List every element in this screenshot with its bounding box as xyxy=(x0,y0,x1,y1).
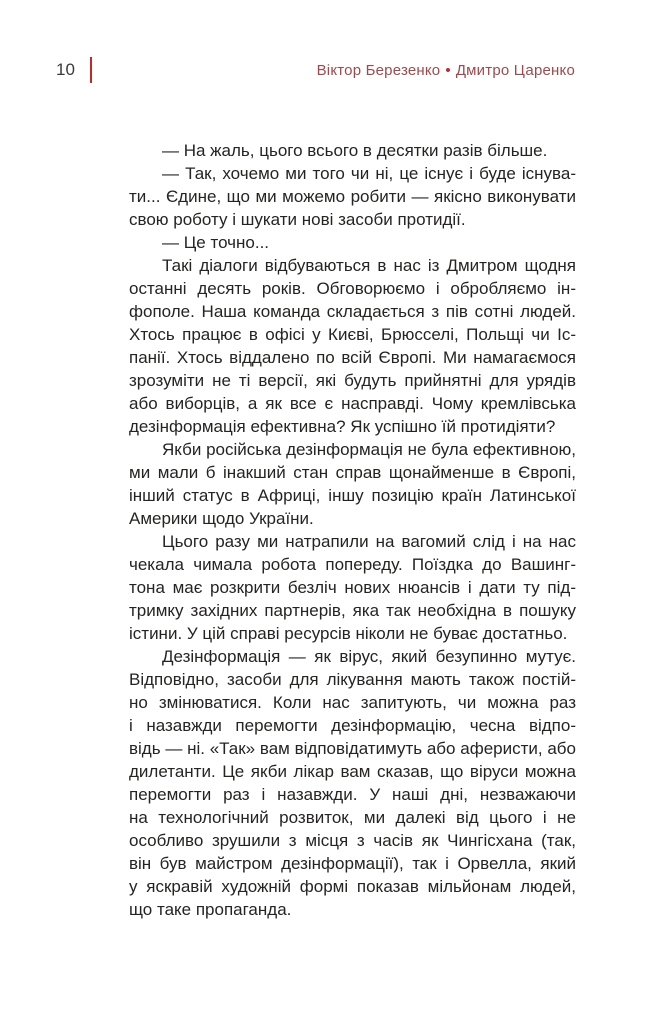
text-line: панії. Хтось віддалено по всій Європі. Ми намагаємося xyxy=(129,348,576,367)
text-line: ми мали б інакший стан справ щонайменше в Європі, xyxy=(129,463,576,482)
text-line: дилетанти. Це якби лікар вам сказав, що віруси можна xyxy=(129,762,576,781)
text-line: свою роботу і шукати нові засоби протидії. xyxy=(129,210,466,229)
text-line: зрозуміти не ті версії, які будуть прийнятні для урядів xyxy=(129,371,576,390)
text-line: — Так, хочемо ми того чи ні, це існує і буде існува- xyxy=(162,164,576,183)
header-divider-rule xyxy=(90,57,92,83)
text-line: ти... Єдине, що ми можемо робити — якісно виконувати xyxy=(129,187,576,206)
paragraph xyxy=(129,254,576,438)
text-line: но змінюватися. Коли нас запитують, чи можна раз xyxy=(129,693,576,712)
text-line: або виборців, а як все є насправді. Чому кремлівська xyxy=(129,394,576,413)
page-number: 10 xyxy=(56,60,75,79)
paragraph xyxy=(129,438,576,530)
paragraph xyxy=(129,231,576,254)
text-line: Хтось працює в офісі у Києві, Брюсселі, Польщі чи Іс- xyxy=(129,325,576,344)
running-header-separator: • xyxy=(445,62,451,79)
text-line: тона має розкрити безліч нових нюансів і дати ту під- xyxy=(129,578,576,597)
text-line: фополе. Наша команда складається з пів сотні людей. xyxy=(129,302,576,321)
text-line: дезінформація ефективна? Як успішно їй протидіяти? xyxy=(129,417,556,436)
text-line: він був майстром дезінформації), так і Орвелла, який xyxy=(129,854,576,873)
text-block xyxy=(129,139,576,921)
text-line: перемогти раз і назавжди. У наші дні, незважаючи xyxy=(129,785,576,804)
text-line: Америки щодо України. xyxy=(129,509,314,528)
paragraph xyxy=(129,530,576,645)
text-line: Цього разу ми натрапили на вагомий слід і на нас xyxy=(162,532,576,551)
running-header-author-left: Віктор Березенко xyxy=(316,62,441,79)
running-header-author-right: Дмитро Царенко xyxy=(455,62,575,79)
text-line: Відповідно, засоби для лікування мають також постій- xyxy=(129,670,576,689)
running-header xyxy=(317,62,575,80)
text-line: — На жаль, цього всього в десятки разів більше. xyxy=(162,141,548,160)
text-line: Такі діалоги відбуваються в нас із Дмитром щодня xyxy=(162,256,576,275)
text-line: останні десять років. Обговорюємо і обробляємо ін- xyxy=(129,279,576,298)
text-line: у яскравій художній формі показав мільйонам людей, xyxy=(129,877,576,896)
paragraph xyxy=(129,139,576,162)
text-line: тримку західних партнерів, яка так необхідна в пошуку xyxy=(129,601,576,620)
text-line: істини. У цій справі ресурсів ніколи не буває достатньо. xyxy=(129,624,568,643)
text-line: Дезінформація — як вірус, який безупинно мутує. xyxy=(162,647,576,666)
text-line: інший статус в Африці, іншу позицію країн Латинської xyxy=(129,486,576,505)
page-header xyxy=(56,56,575,84)
text-line: і назавжди перемогти дезінформацію, чесна відпо- xyxy=(129,716,576,735)
text-line: відь — ні. «Так» вам відповідатимуть або аферисти, або xyxy=(129,739,576,758)
text-line: чекала чимала робота попереду. Поїздка до Вашинг- xyxy=(129,555,576,574)
paragraph xyxy=(129,162,576,231)
text-line: — Це точно... xyxy=(162,233,270,252)
text-line: що таке пропаганда. xyxy=(129,900,292,919)
text-line: особливо зрушили з місця з часів як Чингісхана (так, xyxy=(129,831,576,850)
text-line: на технологічний розвиток, ми далекі від цього і не xyxy=(129,808,576,827)
paragraph xyxy=(129,645,576,921)
text-line: Якби російська дезінформація не була ефективною, xyxy=(162,440,576,459)
